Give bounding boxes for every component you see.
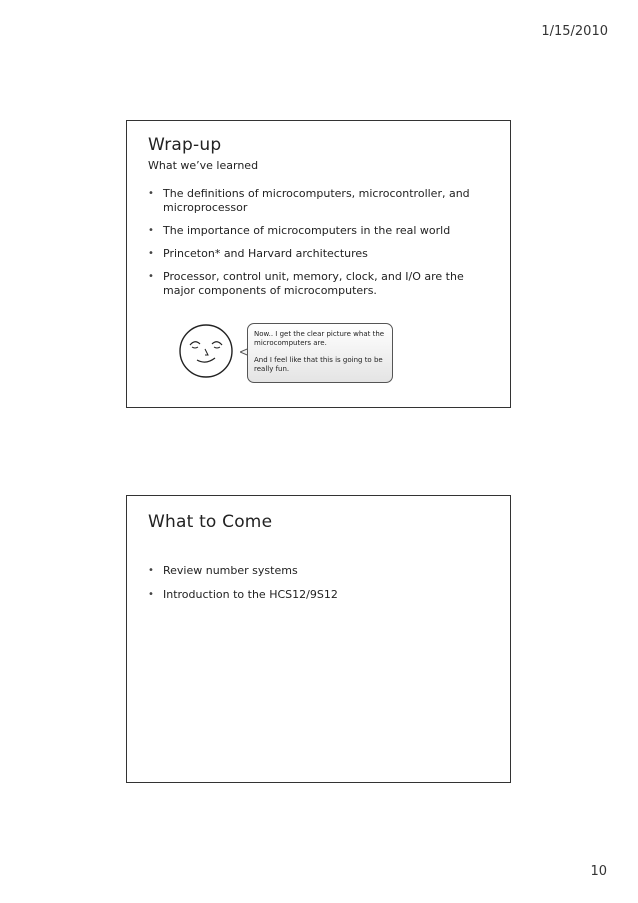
bullet-glyph: • bbox=[148, 565, 154, 576]
bullet-glyph: • bbox=[148, 271, 154, 282]
bullet-list bbox=[148, 564, 493, 612]
page-number: 10 bbox=[590, 864, 607, 879]
bullet-text: The definitions of microcomputers, microcontroller, and microprocessor bbox=[163, 187, 470, 214]
bullet-glyph: • bbox=[148, 188, 154, 199]
bullet-text: The importance of microcomputers in the real world bbox=[163, 224, 451, 237]
list-item bbox=[148, 270, 493, 298]
bullet-glyph: • bbox=[148, 589, 154, 600]
list-item bbox=[148, 588, 493, 602]
list-item bbox=[148, 564, 493, 578]
bullet-text: Princeton* and Harvard architectures bbox=[163, 247, 368, 260]
bullet-text: Review number systems bbox=[163, 564, 298, 577]
slide-what-to-come bbox=[126, 495, 511, 783]
bullet-glyph: • bbox=[148, 225, 154, 236]
bullet-text: Introduction to the HCS12/9S12 bbox=[163, 588, 338, 601]
slide-wrap-up bbox=[126, 120, 511, 408]
page-date: 1/15/2010 bbox=[541, 24, 608, 39]
speech-bubble bbox=[247, 323, 393, 383]
bubble-text: And I feel like that this is going to be really fun. bbox=[254, 356, 383, 373]
bullet-list bbox=[148, 187, 493, 307]
smiley-face-icon bbox=[178, 323, 234, 379]
list-item bbox=[148, 187, 493, 215]
slide-title: What to Come bbox=[148, 512, 273, 532]
list-item bbox=[148, 224, 493, 238]
bullet-text: Processor, control unit, memory, clock, and I/O are the major components of microcomputers. bbox=[163, 270, 464, 297]
slide-title: Wrap-up bbox=[148, 135, 222, 155]
slide-subtitle: What we’ve learned bbox=[148, 159, 259, 172]
bullet-glyph: • bbox=[148, 248, 154, 259]
bubble-text: Now.. I get the clear picture what the microcomputers are. bbox=[254, 330, 385, 347]
list-item bbox=[148, 247, 493, 261]
